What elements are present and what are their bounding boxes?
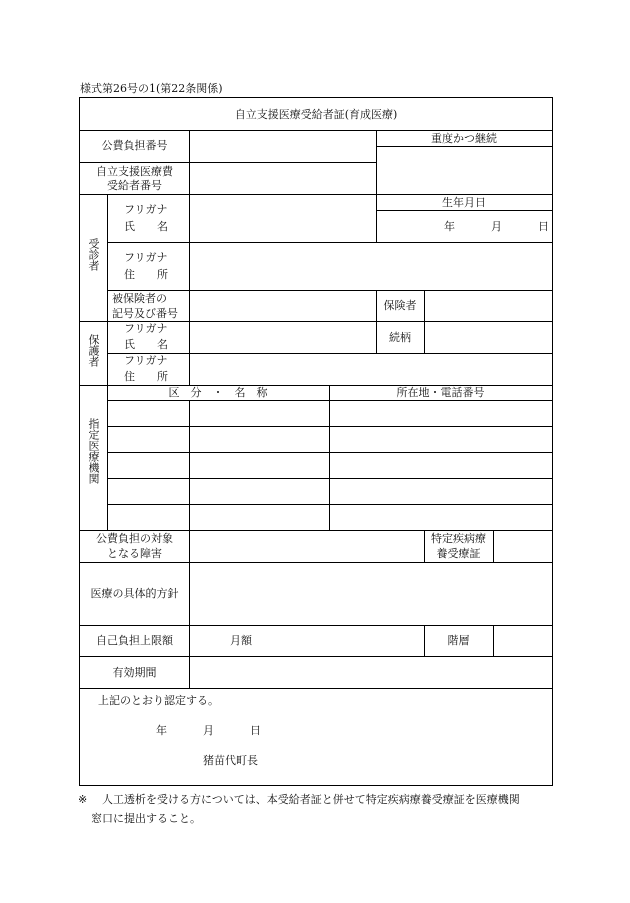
label-public-burden-number: 公費負担番号 <box>101 139 168 152</box>
patient-name-field[interactable] <box>190 195 376 242</box>
patient-address-field[interactable] <box>190 243 552 290</box>
label-validity-period: 有効期間 <box>112 666 157 679</box>
label-severe-continuous: 重度かつ継続 <box>431 132 497 145</box>
label-specific-disease-line1: 特定疾病療 <box>431 532 486 545</box>
footnote <box>78 790 558 828</box>
label-patient-furigana: フリガナ <box>124 203 168 216</box>
label-patient-address-furigana: フリガナ <box>124 251 168 264</box>
institution-name-field[interactable] <box>190 401 329 530</box>
certification-statement: 上記のとおり認定する。 <box>98 694 219 707</box>
label-treatment-policy: 医療の具体的方針 <box>90 587 179 600</box>
label-specific-disease-line2: 養受療証 <box>436 547 481 560</box>
footnote-line1: 人工透析を受ける方については、本受給者証と併せて特定疾病療養受療証を医療機関 <box>102 793 520 806</box>
label-tier: 階層 <box>447 634 470 647</box>
severe-continuous-field[interactable] <box>377 147 552 194</box>
label-relationship: 続柄 <box>389 331 411 344</box>
section-institution: 指定医療機関 <box>87 418 100 484</box>
label-insured-line2: 記号及び番号 <box>112 307 178 320</box>
label-patient-address: 住 所 <box>124 268 168 281</box>
rule <box>107 385 108 530</box>
certification-month: 月 <box>203 724 214 737</box>
label-insured-line1: 被保険者の <box>112 292 167 305</box>
form-number: 様式第26号の1(第22条関係) <box>80 82 223 95</box>
birth-date-year: 年 <box>444 220 455 233</box>
issuer-name: 猪苗代町長 <box>203 754 258 767</box>
label-birth-date: 生年月日 <box>442 196 486 209</box>
birth-date-field[interactable] <box>377 211 552 242</box>
rule <box>107 321 108 385</box>
section-guardian: 保護者 <box>87 334 100 367</box>
validity-period-field[interactable] <box>190 657 552 688</box>
copay-limit-field[interactable] <box>190 626 424 656</box>
label-monthly-amount: 月額 <box>230 634 252 647</box>
treatment-policy-field[interactable] <box>190 563 552 625</box>
rule <box>80 688 552 689</box>
label-guardian-address-furigana: フリガナ <box>124 354 168 367</box>
label-category-name: 区 分 ・ 名 称 <box>168 386 268 399</box>
recipient-number-field[interactable] <box>190 163 376 194</box>
target-disability-field[interactable] <box>190 531 424 562</box>
tier-field[interactable] <box>494 626 552 656</box>
label-target-disability-line1: 公費負担の対象 <box>96 532 173 545</box>
insurer-field[interactable] <box>425 291 552 321</box>
certification-year: 年 <box>156 724 167 737</box>
label-location-phone: 所在地・電話番号 <box>396 386 485 399</box>
birth-date-day: 日 <box>538 220 549 233</box>
label-recipient-number-line2: 受給者番号 <box>107 179 162 192</box>
rule <box>107 194 108 321</box>
label-guardian-name: 氏 名 <box>124 338 168 351</box>
institution-location-field[interactable] <box>330 401 552 530</box>
guardian-address-field[interactable] <box>190 354 552 385</box>
note-mark: ※ <box>78 793 88 806</box>
public-burden-number-field[interactable] <box>190 131 376 162</box>
certificate-form-frame <box>79 97 553 786</box>
label-recipient-number-line1: 自立支援医療費 <box>96 165 173 178</box>
certification-day: 日 <box>250 724 261 737</box>
guardian-name-field[interactable] <box>190 322 376 353</box>
footnote-line2: 窓口に提出すること。 <box>91 812 201 825</box>
label-copay-limit: 自己負担上限額 <box>96 634 173 647</box>
insured-number-field[interactable] <box>190 291 376 321</box>
label-insurer: 保険者 <box>383 299 417 312</box>
section-patient: 受診者 <box>87 238 100 271</box>
specific-disease-field[interactable] <box>494 531 552 562</box>
label-guardian-address: 住 所 <box>124 370 168 383</box>
birth-date-month: 月 <box>491 220 502 233</box>
label-guardian-furigana: フリガナ <box>124 322 168 335</box>
label-patient-name: 氏 名 <box>124 220 168 233</box>
label-target-disability-line2: となる障害 <box>107 547 162 560</box>
relationship-field[interactable] <box>425 322 552 353</box>
form-title: 自立支援医療受給者証(育成医療) <box>234 108 398 121</box>
